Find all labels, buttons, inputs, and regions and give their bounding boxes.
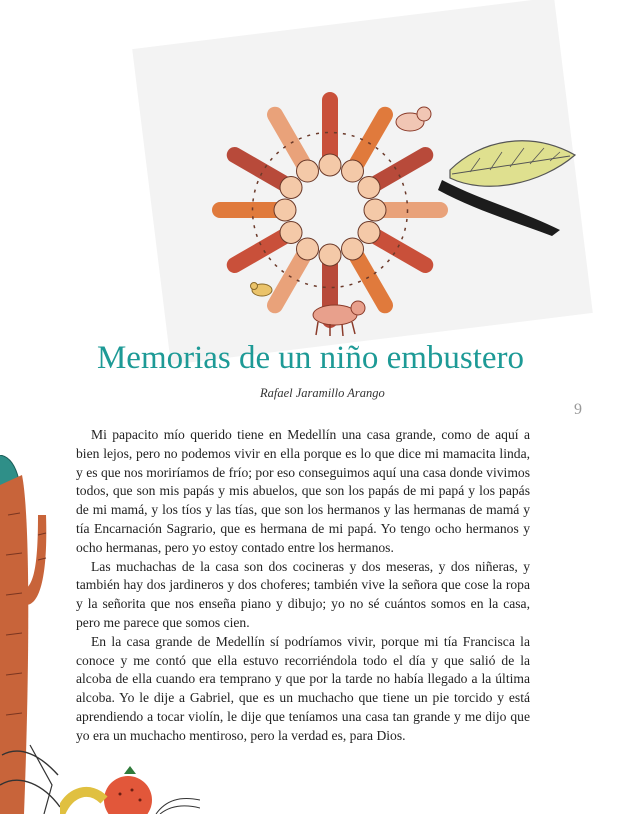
page-number: 9 (574, 401, 582, 418)
brush-icon (438, 180, 560, 236)
page-title: Memorias de un niño embustero (96, 340, 525, 376)
child-head (297, 160, 319, 182)
child-head (358, 222, 380, 244)
dog-icon (313, 301, 365, 336)
child-head (342, 238, 364, 260)
leaf-icon (450, 141, 575, 186)
paragraph: Mi papacito mío querido tiene en Medellín una casa grande, como de aquí a bien lejos, pero no podemos vivir en ella porque es lo que dice mi mamacita linda, y es que nos moriríamos de frío; por eso conseguimos aquí una casa donde vivimos todos, que son mis papás y mis abuelos, que son los papás de mi papá y los papás de mi mamá, y los tíos y las tías, que son los hermanos y las hermanas de mamá y tía Encarnación Sagrario, que es hermana de mi papá. Yo tengo ocho hermanos y ocho hermanas, pero yo estoy contado entre los hermanos. (76, 427, 530, 555)
child-head (274, 199, 296, 221)
bird-icon (251, 283, 273, 297)
child-head (364, 199, 386, 221)
paragraph: En la casa grande de Medellín sí podríamos vivir, porque mi tía Francisca la conoce y me contó que ella estuvo recorriéndola todo el día y que salió de la alcoba de ella cuando era temprano y que por la tarde no había llegado a la última alcoba. Yo le dije a Gabriel, que es un muchacho que tiene un pie torcido y está aprendiendo a tocar violín, le dije que teníamos una casa tan grande y me dijo que yo era un muchacho mentiroso, pero la verdad es, para Dios. (76, 633, 530, 743)
child-head (358, 177, 380, 199)
family-circle-illustration (180, 60, 580, 350)
author-name: Rafael Jaramillo Arango (260, 386, 385, 400)
story-body (76, 426, 530, 746)
child-head (280, 222, 302, 244)
paragraph: Las muchachas de la casa son dos cocineras y dos meseras, y dos niñeras, y también hay dos jardineros y dos choferes; también vive la señora que cose la ropa y la señorita que nos enseña piano y dibujo; yo no sé cuántos somos en la casa, pero me parece que somos cien. (76, 558, 530, 630)
child-head (280, 177, 302, 199)
cat-icon (396, 107, 431, 131)
child-head (319, 244, 341, 266)
fruit-decoration (60, 760, 200, 814)
child-head (342, 160, 364, 182)
child-head (297, 238, 319, 260)
child-head (319, 154, 341, 176)
